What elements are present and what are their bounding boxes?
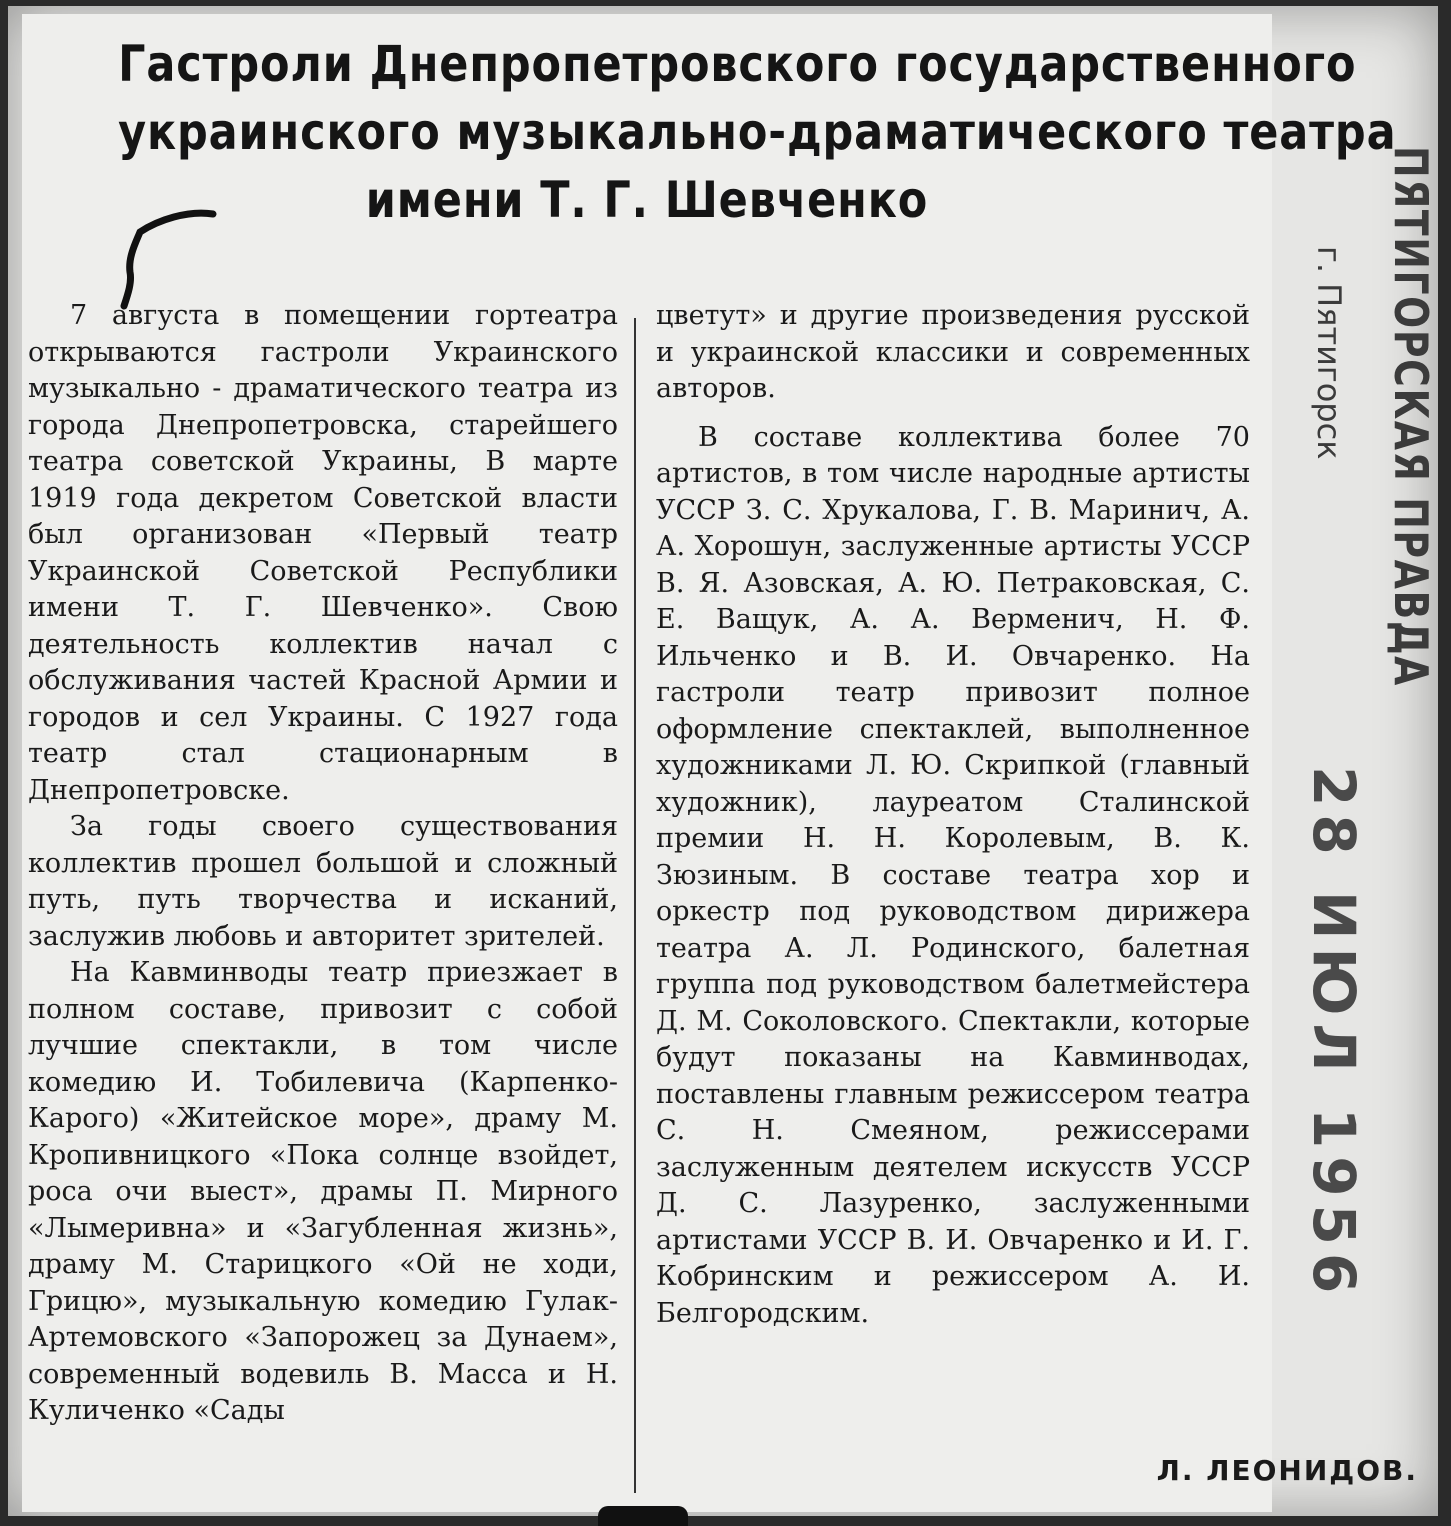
headline-line-1: Гастроли Днепропетровского государственного <box>118 35 1357 93</box>
headline-line-2: украинского музыкально-драматического театра <box>118 103 1397 161</box>
column-divider <box>634 318 636 1493</box>
author-signature: Л. ЛЕОНИДОВ. <box>1156 1454 1418 1487</box>
article-headline <box>118 30 1397 234</box>
paragraph-history: За годы своего существования коллектив прошел большой и сложный путь, путь творчества и исканий, заслужив любовь и авторитет зрителей. <box>28 811 618 952</box>
handwritten-mark-icon <box>118 202 228 312</box>
right-column <box>656 298 1250 1332</box>
clipping-sheet <box>8 6 1438 1516</box>
left-column <box>28 298 618 1430</box>
paragraph-intro: 7 августа в помещении гортеатра открываются гастроли Украинского музыкально - драматического театра из города Днепропетровска, старейшего театра советской Украины, В марте 1919 года декретом Советской власти был организован «Первый театр Украинской Советской Республики имени Т. Г. Шевченко». Свою деятельность коллектив начал с обслуживания частей Красной Армии и городов и сел Украины. С 1927 года театр стал стационарным в Днепропетровске. <box>28 300 618 806</box>
paragraph-repertoire: На Кавминводы театр приезжает в полном составе, привозит с собой лучшие спектакли, в том числе комедию И. Тобилевича (Карпенко-Карого) «Житейское море», драму М. Кропивницкого «Пока солнце взойдет, роса очи выест», драмы П. Мирного «Лымеривна» и «Загубленная жизнь», драму М. Старицкого «Ой не ходи, Грицю», музыкальную комедию Гулак-Артемовского «Запорожец за Дунаем», современный водевиль В. Масса и Н. Куличенко «Сады <box>28 957 618 1426</box>
paragraph-repertoire-continued: цветут» и другие произведения русской и украинской классики и современных авторов. <box>656 300 1250 404</box>
stamp-city: г. Пятигорск <box>1310 246 1348 460</box>
stamp-date: 28 ИЮЛ 1956 <box>1300 766 1368 1302</box>
page-edge-mark <box>598 1506 688 1526</box>
newspaper-stamp: ПЯТИГОРСКАЯ ПРАВДА <box>1384 146 1438 688</box>
headline-line-3: имени Т. Г. Шевченко <box>365 171 929 229</box>
paragraph-company: В составе коллектива более 70 артистов, в том числе народные артисты УССР З. С. Хрукалова, Г. В. Маринич, А. А. Хорошун, заслуженные артисты УССР В. Я. Азовская, А. Ю. Петраковская, С. Е. Ващук, А. А. Верменич, Н. Ф. Ильченко и В. И. Овчаренко. На гастроли театр привозит полное оформление спектаклей, выполненное художниками Л. Ю. Скрипкой (главный художник), лауреатом Сталинской премии Н. Н. Королевым, В. К. Зюзиным. В составе театра хор и оркестр под руководством дирижера театра А. Л. Родинского, балетная группа под руководством балетмейстера Д. М. Соколовского. Спектакли, которые будут показаны на Кавминводах, поставлены главным режиссером театра С. Н. Смеяном, режиссерами заслуженным деятелем искусств УССР Д. С. Лазуренко, заслуженными артистами УССР В. И. Овчаренко и И. Г. Кобринским и режиссером А. И. Белгородским. <box>656 421 1250 1329</box>
